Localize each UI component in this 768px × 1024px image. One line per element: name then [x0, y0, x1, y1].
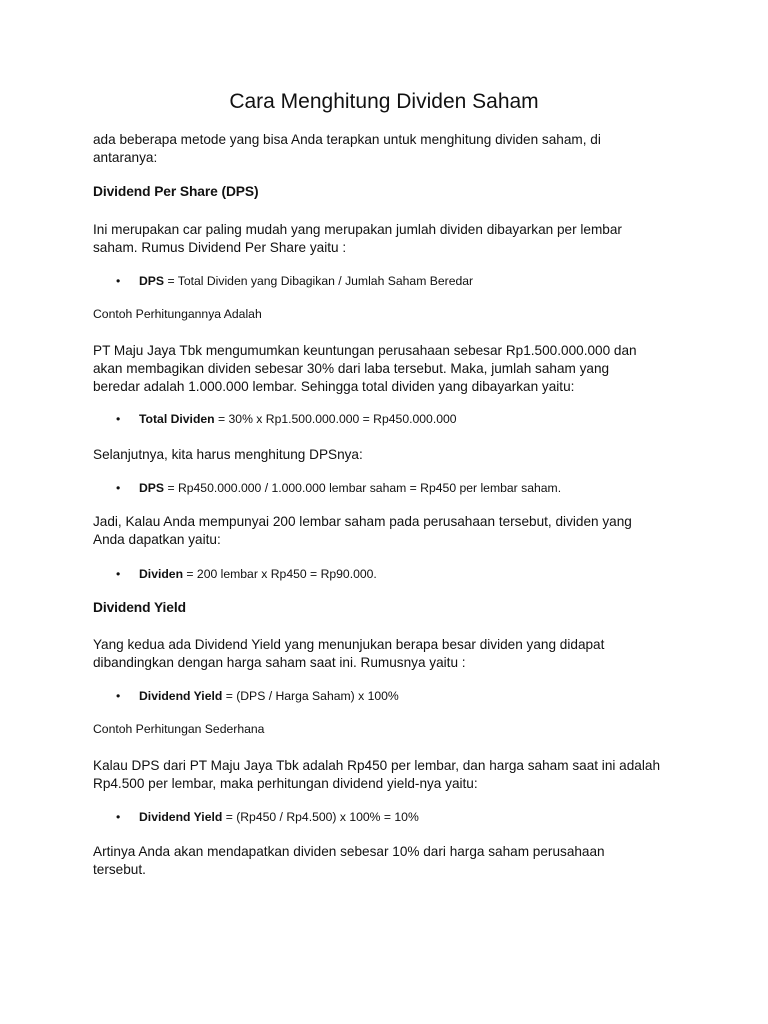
- bullet-text: = 200 lembar x Rp450 = Rp90.000.: [183, 567, 377, 581]
- bullet-term: Total Dividen: [139, 412, 215, 426]
- bullet-term: Dividend Yield: [139, 689, 223, 703]
- bullet-text: = 30% x Rp1.500.000.000 = Rp450.000.000: [214, 412, 457, 426]
- bullet-item-yield-formula: [116, 688, 399, 704]
- document-title: Cara Menghitung Dividen Saham: [229, 90, 539, 113]
- bullet-dot: •: [116, 481, 121, 495]
- paragraph-line: Ini merupakan car paling mudah yang merupakan jumlah dividen dibayarkan per lembar: [93, 222, 622, 237]
- intro-line-1: ada beberapa metode yang bisa Anda terapkan untuk menghitung dividen saham, di: [93, 132, 601, 147]
- paragraph-line: akan membagikan dividen sebesar 30% dari laba tersebut. Maka, jumlah saham yang: [93, 361, 610, 376]
- paragraph-line: saham. Rumus Dividend Per Share yaitu :: [93, 240, 347, 255]
- intro-line-2: antaranya:: [93, 150, 158, 165]
- section-heading-dividend-yield: Dividend Yield: [93, 600, 186, 615]
- bullet-dot: •: [116, 810, 121, 824]
- paragraph-line: Selanjutnya, kita harus menghitung DPSnya:: [93, 447, 363, 462]
- paragraph-line: Anda dapatkan yaitu:: [93, 532, 221, 547]
- paragraph-line: Artinya Anda akan mendapatkan dividen sebesar 10% dari harga saham perusahaan: [93, 844, 605, 859]
- bullet-term: Dividen: [139, 567, 184, 581]
- paragraph-line: tersebut.: [93, 862, 146, 877]
- bullet-item-total-dividen: [116, 411, 457, 427]
- bullet-term: Dividend Yield: [139, 810, 223, 824]
- bullet-item-yield-calc: [116, 809, 419, 825]
- bullet-text: = (DPS / Harga Saham) x 100%: [222, 689, 399, 703]
- bullet-dot: •: [116, 274, 121, 288]
- example-label: Contoh Perhitungan Sederhana: [93, 722, 265, 736]
- bullet-item-dps-calc: [116, 480, 561, 496]
- bullet-text: = Total Dividen yang Dibagikan / Jumlah Saham Beredar: [164, 274, 474, 288]
- paragraph-line: PT Maju Jaya Tbk mengumumkan keuntungan perusahaan sebesar Rp1.500.000.000 dan: [93, 343, 637, 358]
- paragraph-line: dibandingkan dengan harga saham saat ini. Rumusnya yaitu :: [93, 655, 466, 670]
- bullet-item-dividen: [116, 566, 377, 582]
- example-label: Contoh Perhitungannya Adalah: [93, 307, 262, 321]
- paragraph-line: Jadi, Kalau Anda mempunyai 200 lembar saham pada perusahaan tersebut, dividen yang: [93, 514, 632, 529]
- section-heading-dps: Dividend Per Share (DPS): [93, 184, 259, 199]
- bullet-dot: •: [116, 567, 121, 581]
- bullet-dot: •: [116, 689, 121, 703]
- paragraph-line: Rp4.500 per lembar, maka perhitungan dividend yield-nya yaitu:: [93, 776, 478, 791]
- bullet-item-dps-formula: [116, 273, 473, 289]
- bullet-term: DPS: [139, 274, 165, 288]
- bullet-text: = Rp450.000.000 / 1.000.000 lembar saham = Rp450 per lembar saham.: [164, 481, 562, 495]
- bullet-term: DPS: [139, 481, 165, 495]
- paragraph-line: Yang kedua ada Dividend Yield yang menunjukan berapa besar dividen yang didapat: [93, 637, 605, 652]
- bullet-dot: •: [116, 412, 121, 426]
- bullet-text: = (Rp450 / Rp4.500) x 100% = 10%: [222, 810, 419, 824]
- paragraph-line: beredar adalah 1.000.000 lembar. Sehingga total dividen yang dibayarkan yaitu:: [93, 379, 575, 394]
- paragraph-line: Kalau DPS dari PT Maju Jaya Tbk adalah Rp450 per lembar, dan harga saham saat ini adalah: [93, 758, 661, 773]
